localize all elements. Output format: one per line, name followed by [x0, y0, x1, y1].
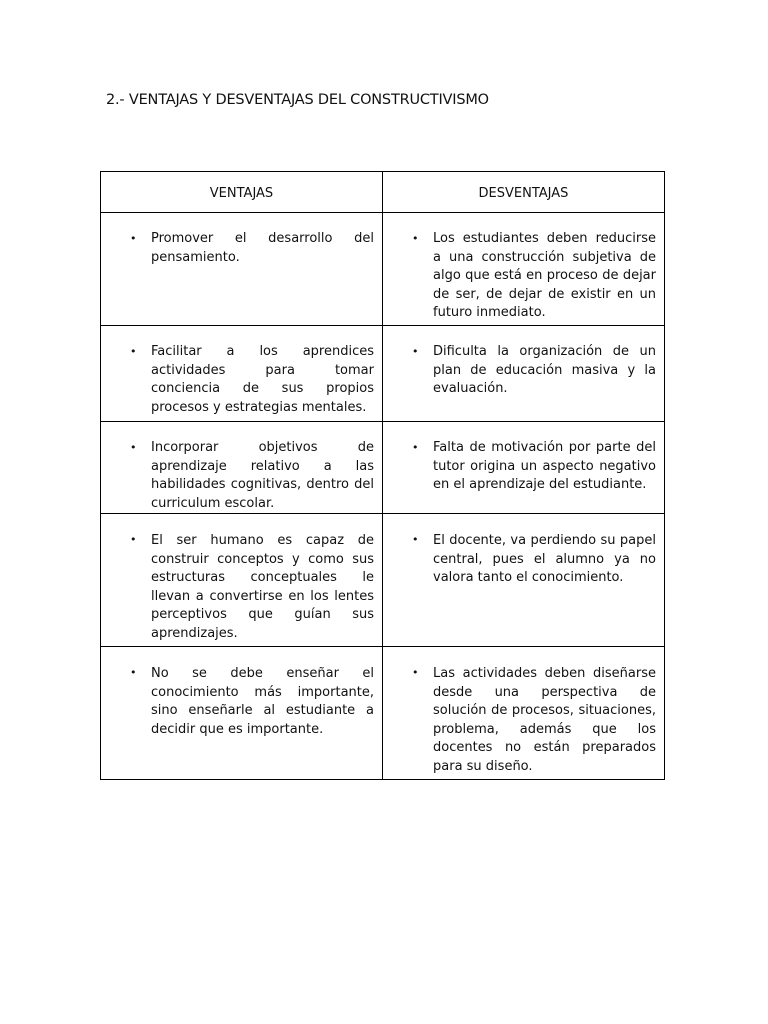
bullet-icon: • [412, 533, 419, 546]
comparison-table [100, 171, 665, 780]
bullet-icon: • [130, 345, 137, 358]
bullet-icon: • [412, 345, 419, 358]
ventaja-cell [101, 422, 383, 514]
table-row [101, 422, 665, 514]
bullet-icon: • [412, 666, 419, 679]
desventaja-text: Falta de motivación por parte del tutor origina un aspecto negativo en el aprendizaje del estudiante. [433, 440, 656, 492]
ventaja-text: Incorporar objetivos de aprendizaje relativo a las habilidades cognitivas, dentro del curriculum escolar. [151, 440, 374, 511]
bullet-icon: • [130, 666, 137, 679]
table-row [101, 213, 665, 326]
desventaja-cell [383, 514, 665, 647]
ventaja-text: Facilitar a los aprendices actividades para tomar conciencia de sus propios procesos y estrategias mentales. [151, 344, 374, 415]
ventaja-cell [101, 647, 383, 780]
desventaja-cell [383, 647, 665, 780]
ventaja-cell [101, 213, 383, 326]
ventaja-text: No se debe enseñar el conocimiento más importante, sino enseñarle al estudiante a decidir que es importante. [151, 666, 374, 737]
ventaja-cell [101, 326, 383, 422]
bullet-icon: • [130, 232, 137, 245]
column-header-ventajas: VENTAJAS [101, 172, 383, 213]
desventaja-cell [383, 213, 665, 326]
table-header-row [101, 172, 665, 213]
desventaja-text: Dificulta la organización de un plan de educación masiva y la evaluación. [433, 344, 656, 396]
desventaja-text: Los estudiantes deben reducirse a una construcción subjetiva de algo que está en proceso de dejar de ser, de dejar de existir en un futuro inmediato. [433, 231, 656, 320]
bullet-icon: • [412, 441, 419, 454]
bullet-icon: • [130, 441, 137, 454]
table-row [101, 647, 665, 780]
desventaja-cell [383, 326, 665, 422]
ventaja-text: El ser humano es capaz de construir conceptos y como sus estructuras conceptuales le llevan a convertirse en los lentes perceptivos que guían sus aprendizajes. [151, 533, 374, 641]
ventaja-text: Promover el desarrollo del pensamiento. [151, 231, 374, 265]
column-header-desventajas: DESVENTAJAS [383, 172, 665, 213]
bullet-icon: • [412, 232, 419, 245]
page-title: 2.- VENTAJAS Y DESVENTAJAS DEL CONSTRUCTIVISMO [106, 92, 489, 108]
desventaja-text: El docente, va perdiendo su papel central, pues el alumno ya no valora tanto el conocimiento. [433, 533, 656, 585]
desventaja-text: Las actividades deben diseñarse desde una perspectiva de solución de procesos, situaciones, problema, además que los docentes no están preparados para su diseño. [433, 666, 656, 774]
table-row [101, 326, 665, 422]
bullet-icon: • [130, 533, 137, 546]
ventaja-cell [101, 514, 383, 647]
table-row [101, 514, 665, 647]
desventaja-cell [383, 422, 665, 514]
